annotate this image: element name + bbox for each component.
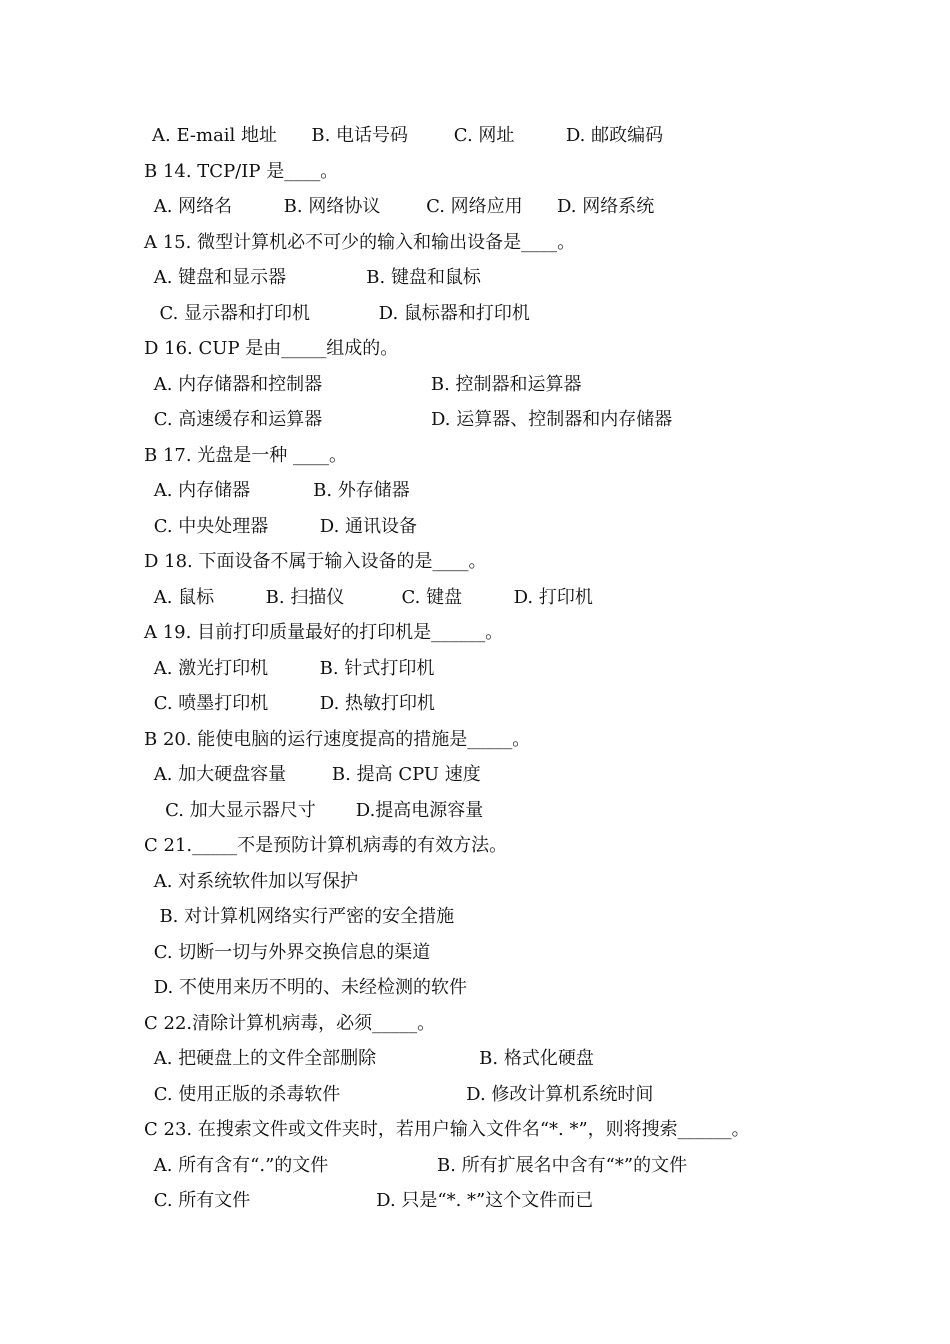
question-20: B 20. 能使电脑的运行速度提高的措施是_____。 (144, 729, 531, 750)
option-line: C. 中央处理器 D. 通讯设备 (148, 516, 418, 537)
option-line: A. 内存储器和控制器 B. 控制器和运算器 (148, 374, 582, 395)
question-21: C 21._____不是预防计算机病毒的有效方法。 (144, 835, 508, 856)
option-line: B. 对计算机网络实行严密的安全措施 (148, 906, 455, 927)
option-line: A. 加大硬盘容量 B. 提高 CPU 速度 (148, 764, 481, 785)
option-line: A. 内存储器 B. 外存储器 (148, 480, 410, 501)
option-line: A. 键盘和显示器 B. 键盘和鼠标 (148, 267, 481, 288)
question-15: A 15. 微型计算机必不可少的输入和输出设备是____。 (144, 232, 576, 253)
option-line: A. 鼠标 B. 扫描仪 C. 键盘 D. 打印机 (148, 587, 593, 608)
question-19: A 19. 目前打印质量最好的打印机是______。 (144, 622, 504, 643)
option-line: A. 网络名 B. 网络协议 C. 网络应用 D. 网络系统 (148, 196, 655, 217)
question-23: C 23. 在搜索文件或文件夹时，若用户输入文件名“*. *”，则将搜索______。 (144, 1119, 750, 1140)
question-22: C 22.清除计算机病毒，必须_____。 (144, 1013, 436, 1034)
question-17: B 17. 光盘是一种 ____。 (144, 445, 348, 466)
question-18: D 18. 下面设备不属于输入设备的是____。 (144, 551, 487, 572)
option-line: A. E-mail 地址 B. 电话号码 C. 网址 D. 邮政编码 (152, 125, 664, 146)
option-line: A. 把硬盘上的文件全部删除 B. 格式化硬盘 (148, 1048, 594, 1069)
option-line: C. 显示器和打印机 D. 鼠标器和打印机 (148, 303, 530, 324)
option-line: C. 喷墨打印机 D. 热敏打印机 (148, 693, 436, 714)
option-line: A. 激光打印机 B. 针式打印机 (148, 658, 435, 679)
option-line: C. 使用正版的杀毒软件 D. 修改计算机系统时间 (148, 1084, 654, 1105)
option-line: C. 切断一切与外界交换信息的渠道 (148, 942, 431, 963)
option-line: C. 高速缓存和运算器 D. 运算器、控制器和内存储器 (148, 409, 673, 430)
option-line: A. 对系统软件加以写保护 (148, 871, 359, 892)
question-16: D 16. CUP 是由_____组成的。 (144, 338, 399, 359)
option-line: C. 所有文件 D. 只是“*. *”这个文件而已 (148, 1190, 594, 1211)
option-line: C. 加大显示器尺寸 D.提高电源容量 (148, 800, 484, 821)
option-line: D. 不使用来历不明的、未经检测的软件 (148, 977, 467, 998)
question-14: B 14. TCP/IP 是____。 (144, 161, 339, 182)
option-line: A. 所有含有“.”的文件 B. 所有扩展名中含有“*”的文件 (148, 1155, 688, 1176)
